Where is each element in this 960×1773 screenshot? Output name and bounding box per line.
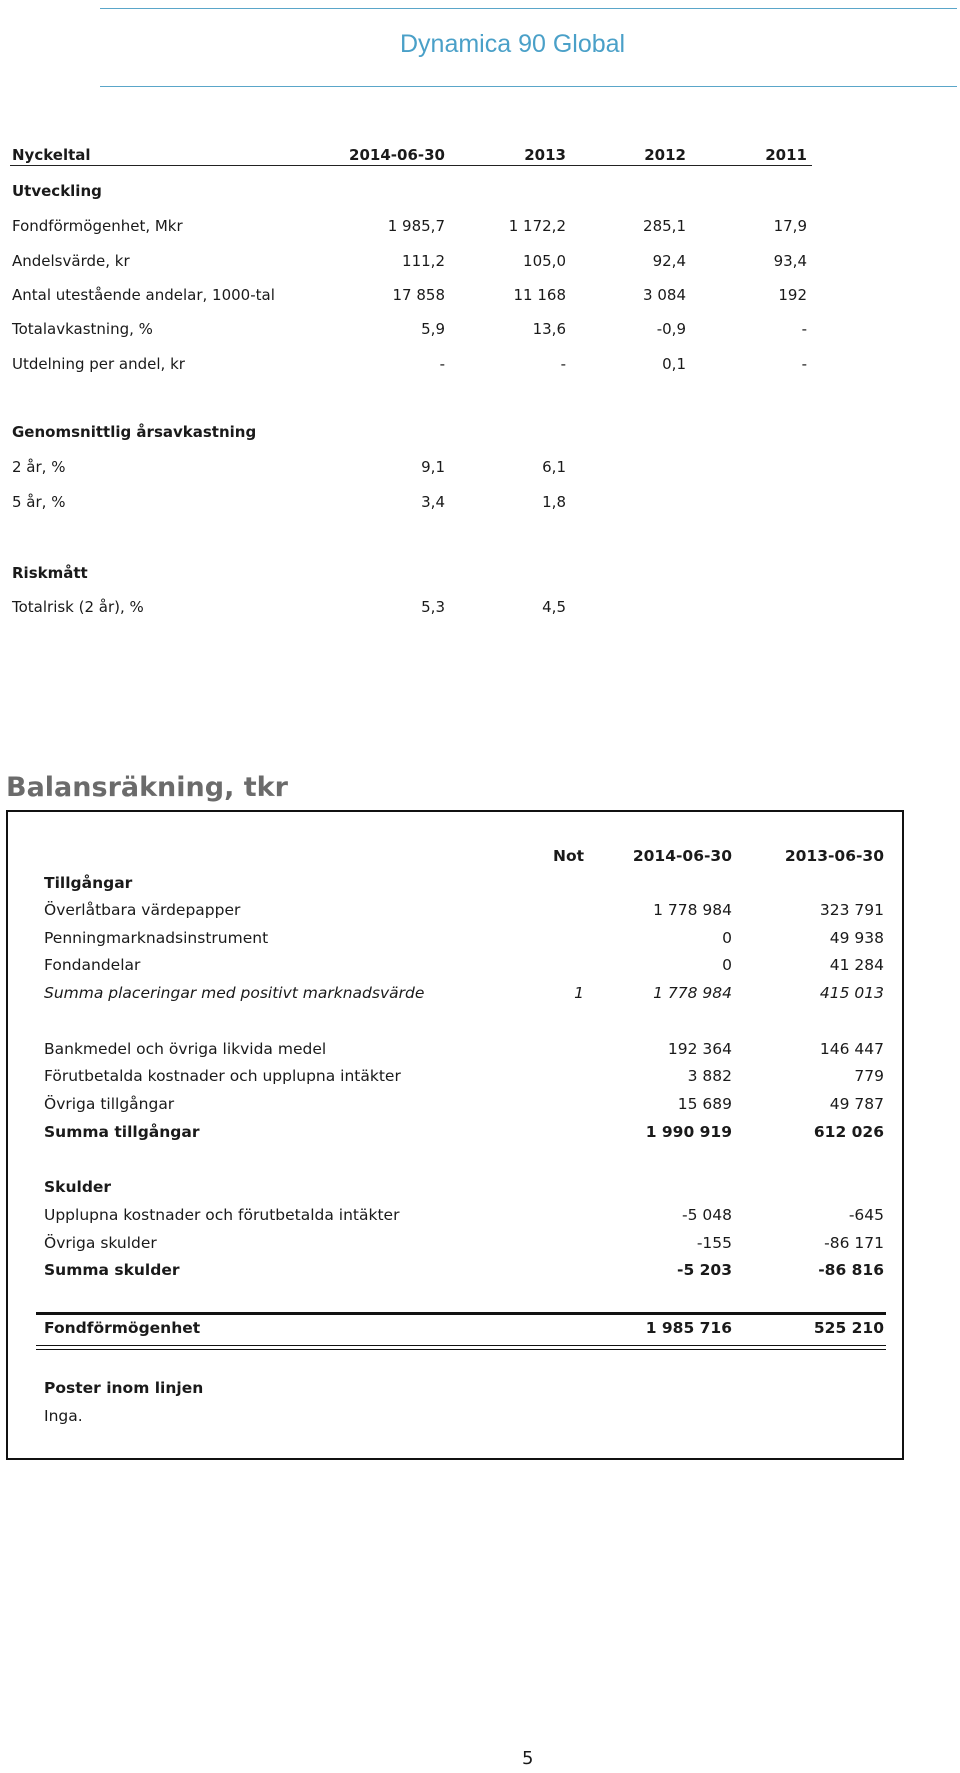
row-label: Bankmedel och övriga likvida medel xyxy=(44,1040,327,1058)
row-label: Fondandelar xyxy=(44,956,141,974)
off-balance-text-row xyxy=(44,1404,884,1428)
total-row xyxy=(44,1258,884,1282)
cell: 1 985,7 xyxy=(387,217,445,235)
section-title xyxy=(12,562,812,584)
row-label: 5 år, % xyxy=(12,493,66,511)
table-row xyxy=(44,926,884,950)
section-title-text: Skulder xyxy=(44,1178,112,1196)
cell: -0,9 xyxy=(656,320,686,338)
cell: - xyxy=(801,355,807,373)
row-label: Summa skulder xyxy=(44,1261,180,1279)
net-assets-bottom-rule xyxy=(36,1345,886,1346)
table-row xyxy=(12,596,812,618)
off-balance-title: Poster inom linjen xyxy=(44,1379,204,1397)
row-label: Utdelning per andel, kr xyxy=(12,355,185,373)
cell: 1 778 984 xyxy=(653,984,732,1002)
header-rule xyxy=(10,165,812,166)
column-header: 2012 xyxy=(644,146,686,164)
row-label: Totalrisk (2 år), % xyxy=(12,598,144,616)
cell: -645 xyxy=(848,1206,884,1224)
cell: 779 xyxy=(854,1067,884,1085)
total-row xyxy=(44,1120,884,1144)
cell: 146 447 xyxy=(819,1040,884,1058)
cell: 1 985 716 xyxy=(645,1319,732,1337)
cell: 5,9 xyxy=(421,320,445,338)
cell: 285,1 xyxy=(643,217,686,235)
cell: 15 689 xyxy=(677,1095,732,1113)
table-row xyxy=(44,981,884,1005)
column-header: 2011 xyxy=(765,146,807,164)
cell: 93,4 xyxy=(773,252,807,270)
cell: -5 203 xyxy=(677,1261,732,1279)
table-row xyxy=(44,898,884,922)
top-rule xyxy=(100,8,957,9)
cell: - xyxy=(560,355,566,373)
cell: 11 168 xyxy=(513,286,566,304)
cell: 323 791 xyxy=(819,901,884,919)
cell: 17,9 xyxy=(773,217,807,235)
cell: -155 xyxy=(696,1234,732,1252)
cell: 6,1 xyxy=(542,458,566,476)
cell: - xyxy=(439,355,445,373)
cell: 1 990 919 xyxy=(645,1123,732,1141)
cell: 13,6 xyxy=(532,320,566,338)
table-row xyxy=(12,353,812,375)
row-label: Summa placeringar med positivt marknadsvärde xyxy=(44,984,425,1002)
table-row xyxy=(12,215,812,237)
table-row xyxy=(44,953,884,977)
net-assets-bottom-rule xyxy=(36,1349,886,1350)
table-row xyxy=(44,1037,884,1061)
row-label: Fondförmögenhet xyxy=(44,1319,201,1337)
row-label: Summa tillgångar xyxy=(44,1123,200,1141)
cell: 1,8 xyxy=(542,493,566,511)
note-column-header: Not xyxy=(552,847,584,865)
note-cell: 1 xyxy=(574,984,584,1002)
balance-header xyxy=(44,844,884,868)
cell: 9,1 xyxy=(421,458,445,476)
cell: 105,0 xyxy=(523,252,566,270)
row-label: Förutbetalda kostnader och upplupna intäkter xyxy=(44,1067,401,1085)
row-label: 2 år, % xyxy=(12,458,66,476)
cell: 41 284 xyxy=(829,956,884,974)
cell: 0,1 xyxy=(662,355,686,373)
cell: 5,3 xyxy=(421,598,445,616)
row-label: Andelsvärde, kr xyxy=(12,252,130,270)
row-label: Övriga tillgångar xyxy=(44,1095,175,1113)
cell: 192 xyxy=(778,286,807,304)
key-figures-title: Nyckeltal xyxy=(12,146,91,164)
column-header: 2013-06-30 xyxy=(784,847,884,865)
column-header: 2013 xyxy=(524,146,566,164)
row-label: Penningmarknadsinstrument xyxy=(44,929,269,947)
row-label: Övriga skulder xyxy=(44,1234,157,1252)
row-label: Upplupna kostnader och förutbetalda intäkter xyxy=(44,1206,400,1224)
cell: 0 xyxy=(722,929,732,947)
cell: 3 084 xyxy=(643,286,686,304)
off-balance-text: Inga. xyxy=(44,1407,83,1425)
cell: 1 778 984 xyxy=(653,901,732,919)
page-number: 5 xyxy=(522,1748,534,1769)
row-label: Överlåtbara värdepapper xyxy=(44,901,241,919)
cell: -86 171 xyxy=(824,1234,884,1252)
cell: -5 048 xyxy=(682,1206,732,1224)
cell: 111,2 xyxy=(402,252,445,270)
cell: 415 013 xyxy=(819,984,884,1002)
table-row xyxy=(44,1092,884,1116)
section-title xyxy=(12,421,812,443)
cell: 525 210 xyxy=(813,1319,884,1337)
cell: -86 816 xyxy=(818,1261,884,1279)
title-rule xyxy=(100,86,957,87)
cell: 49 938 xyxy=(829,929,884,947)
cell: 192 364 xyxy=(667,1040,732,1058)
cell: 92,4 xyxy=(652,252,686,270)
table-row xyxy=(44,1064,884,1088)
column-header: 2014-06-30 xyxy=(632,847,732,865)
section-title xyxy=(44,871,884,895)
section-title xyxy=(44,1175,884,1199)
balance-sheet-title: Balansräkning, tkr xyxy=(6,772,288,803)
section-title-text: Riskmått xyxy=(12,564,88,582)
table-row xyxy=(12,250,812,272)
column-header: 2014-06-30 xyxy=(349,146,445,164)
table-row xyxy=(12,284,812,306)
cell: 1 172,2 xyxy=(508,217,566,235)
table-row xyxy=(12,456,812,478)
key-figures-header xyxy=(12,144,812,166)
section-title xyxy=(12,180,812,202)
row-label: Antal utestående andelar, 1000-tal xyxy=(12,286,275,304)
section-title-text: Genomsnittlig årsavkastning xyxy=(12,423,257,441)
cell: 49 787 xyxy=(829,1095,884,1113)
net-assets-row xyxy=(44,1316,884,1340)
balance-sheet-box xyxy=(6,810,904,1460)
document-title: Dynamica 90 Global xyxy=(400,30,626,58)
row-label: Fondförmögenhet, Mkr xyxy=(12,217,183,235)
cell: - xyxy=(801,320,807,338)
cell: 612 026 xyxy=(813,1123,884,1141)
cell: 3,4 xyxy=(421,493,445,511)
section-title-text: Utveckling xyxy=(12,182,102,200)
section-title-text: Tillgångar xyxy=(44,874,133,892)
table-row xyxy=(12,318,812,340)
table-row xyxy=(44,1231,884,1255)
section-title xyxy=(44,1376,884,1400)
table-row xyxy=(12,491,812,513)
cell: 4,5 xyxy=(542,598,566,616)
row-label: Totalavkastning, % xyxy=(12,320,153,338)
table-row xyxy=(44,1203,884,1227)
net-assets-top-rule xyxy=(36,1312,886,1315)
cell: 0 xyxy=(722,956,732,974)
cell: 17 858 xyxy=(392,286,445,304)
cell: 3 882 xyxy=(687,1067,732,1085)
